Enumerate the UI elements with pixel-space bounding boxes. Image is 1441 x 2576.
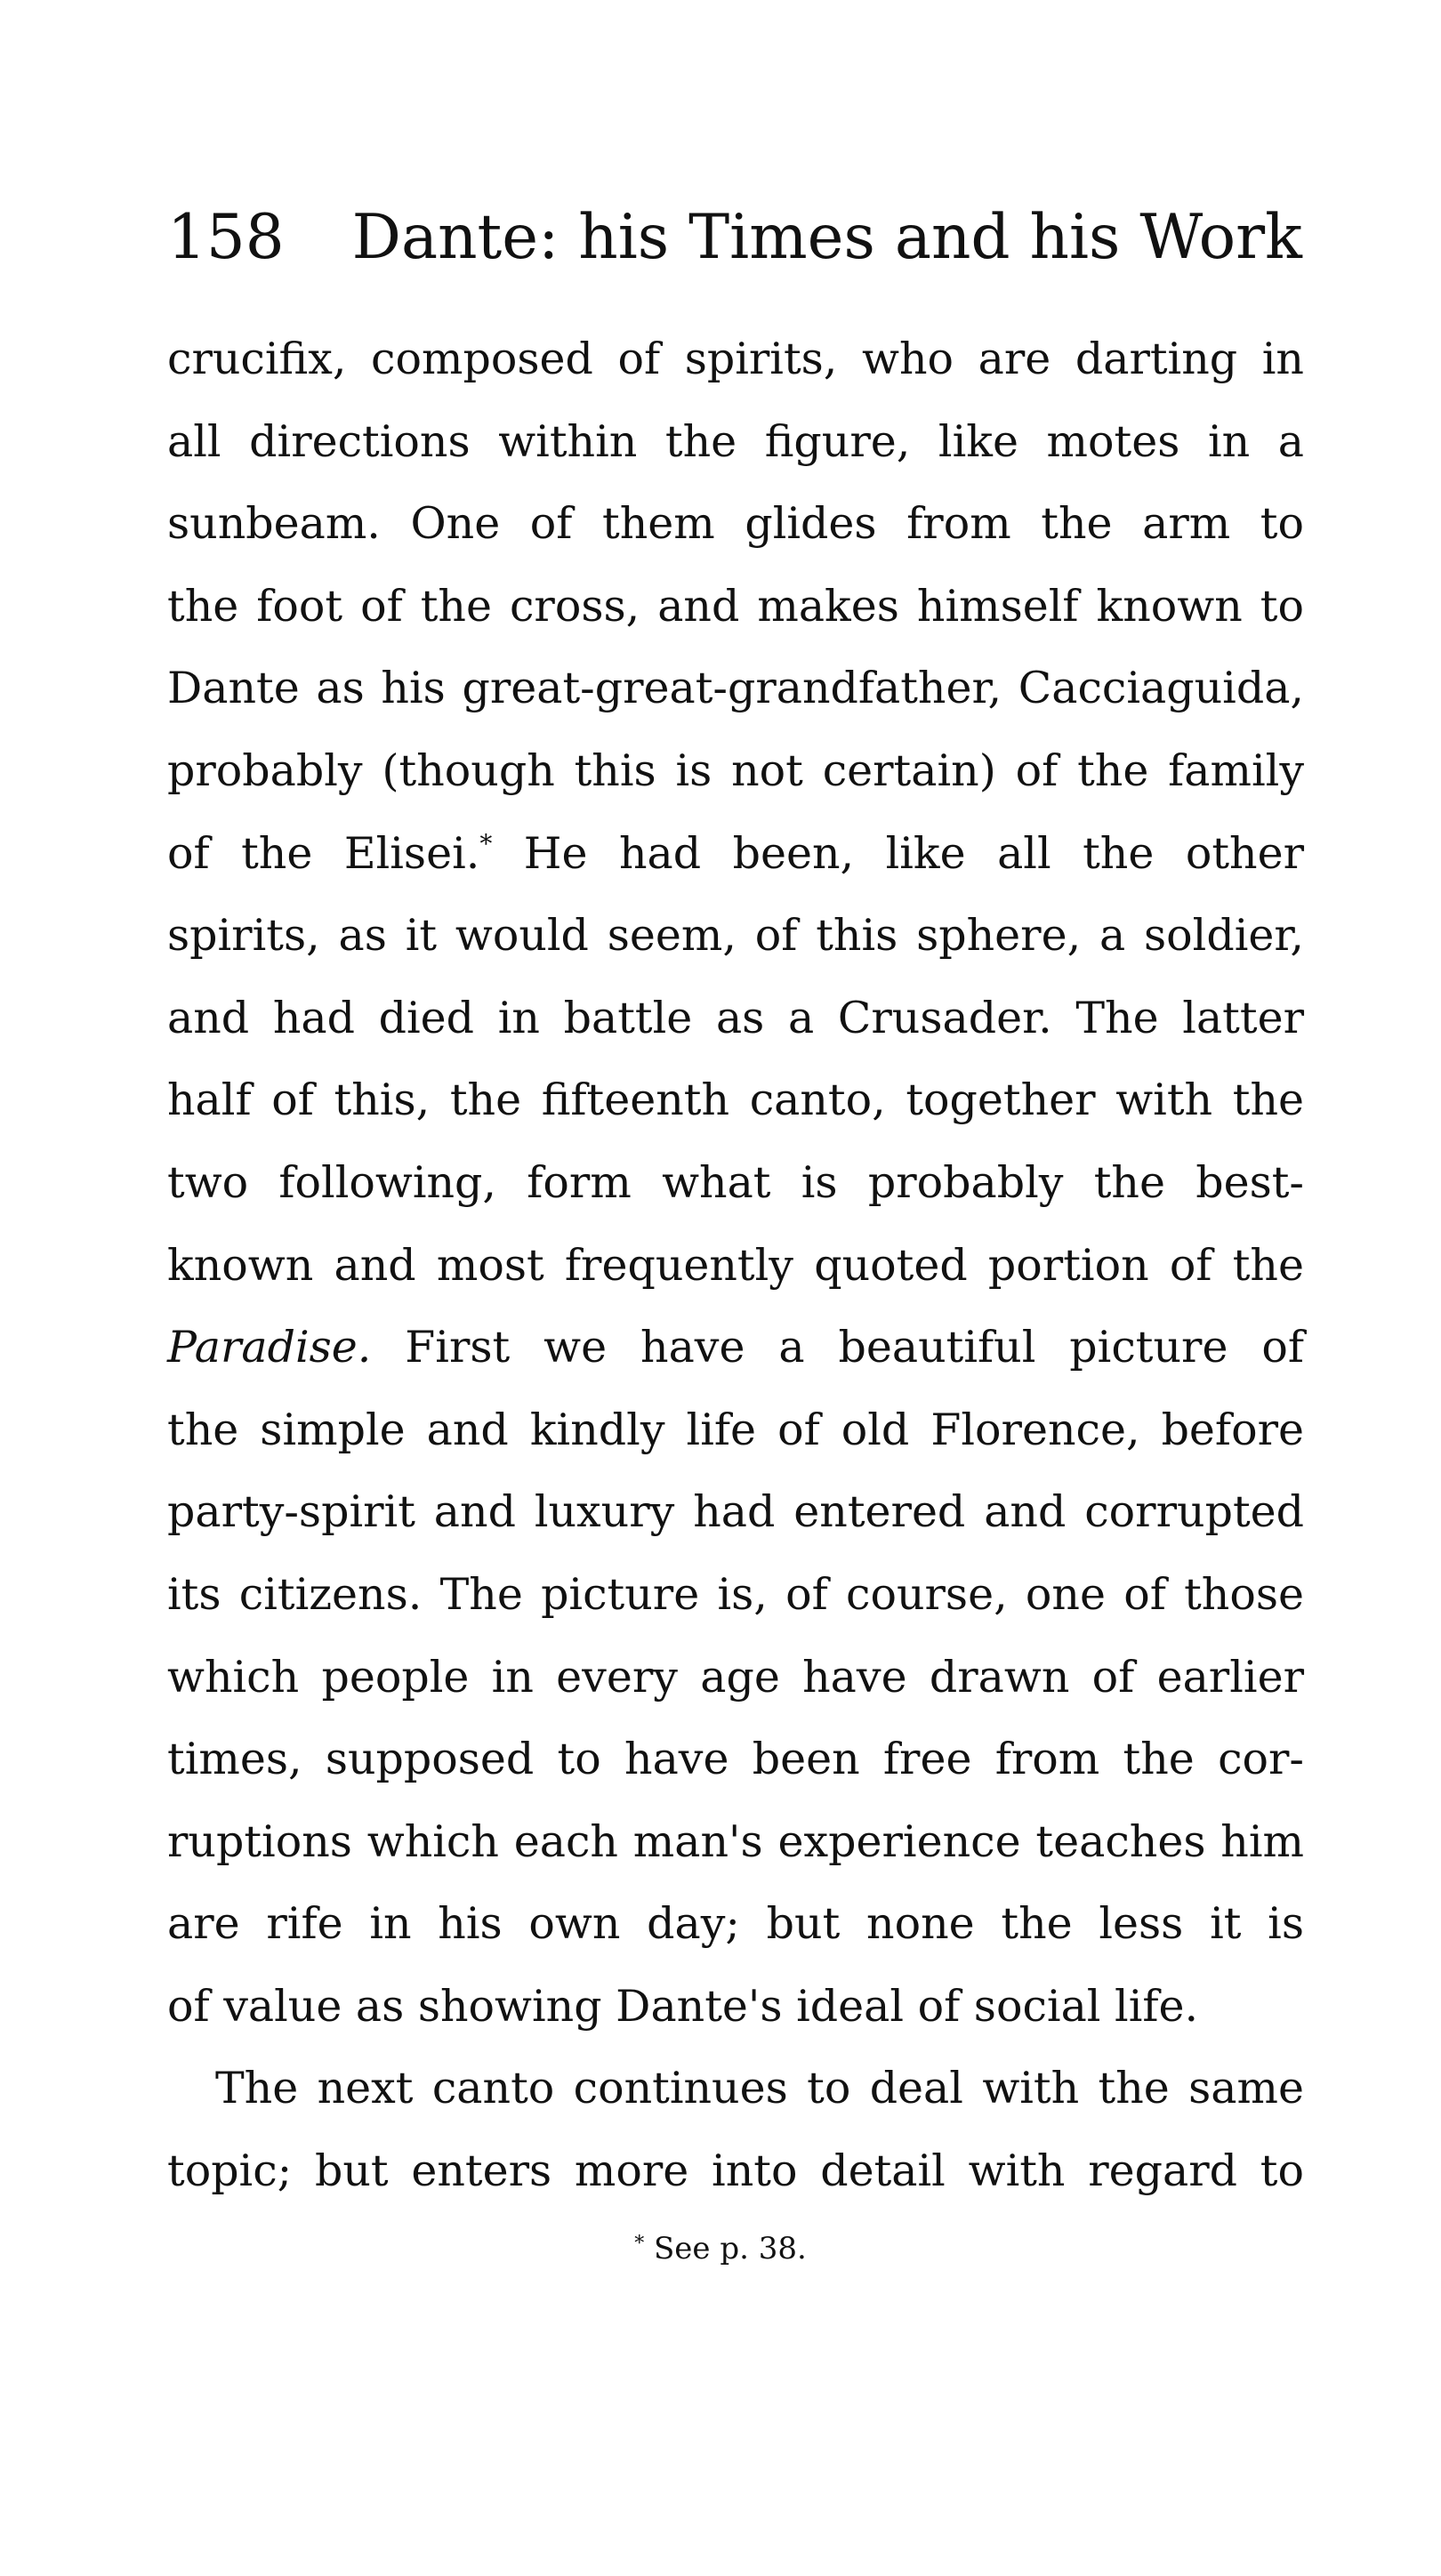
text-line: known and most frequently quoted portion of the — [167, 1239, 1304, 1291]
footnote-mark: * — [634, 2233, 645, 2255]
text-line: ruptions which each man's experience teaches him — [167, 1815, 1304, 1867]
text-line: half of this, the fifteenth canto, together with the — [167, 1075, 1304, 1126]
text-line: Dante as his great-great-grandfather, Cacciaguida, — [167, 663, 1304, 714]
text-line: which people in every age have drawn of earlier — [167, 1651, 1304, 1703]
text-line: the foot of the cross, and makes himself known to — [167, 580, 1304, 632]
text-line: and had died in battle as a Crusader. The latter — [167, 992, 1304, 1043]
italic-title: Paradise. — [167, 1322, 372, 1373]
text-line: probably (though this is not certain) of the family — [167, 745, 1304, 796]
running-header — [167, 197, 1315, 278]
text-line: the simple and kindly life of old Florence, before — [167, 1404, 1304, 1455]
footnote-reference: * — [479, 828, 493, 858]
text-line: of value as showing Dante's ideal of social life. — [167, 1980, 1199, 2032]
text-line: sunbeam. One of them glides from the arm to — [167, 498, 1304, 550]
text-line: all directions within the figure, like motes in a — [167, 415, 1304, 467]
text-line: The next canto continues to deal with the same — [215, 2063, 1304, 2114]
running-title: Dante: his Times and his Work — [351, 202, 1302, 273]
text-line: Paradise. First we have a beautiful picture of — [167, 1322, 1304, 1373]
text-line: of the Elisei.* He had been, like all the other — [167, 827, 1304, 879]
page-number: 158 — [167, 202, 285, 273]
text-line: topic; but enters more into detail with regard to — [167, 2145, 1304, 2197]
text-line: spirits, as it would seem, of this sphere, a soldier, — [167, 910, 1304, 962]
text-line: crucifix, composed of spirits, who are darting in — [167, 334, 1304, 384]
footnote — [0, 2222, 1441, 2271]
footnote-text: See p. 38. — [654, 2231, 807, 2266]
text-line: two following, form what is probably the best- — [167, 1156, 1304, 1208]
text-line: its citizens. The picture is, of course, one of those — [167, 1568, 1304, 1620]
text-line: are rife in his own day; but none the less it is — [167, 1898, 1304, 1950]
text-line: party-spirit and luxury had entered and corrupted — [167, 1486, 1304, 1538]
body-text — [167, 318, 1304, 2213]
text-line: times, supposed to have been free from the cor- — [167, 1734, 1304, 1785]
